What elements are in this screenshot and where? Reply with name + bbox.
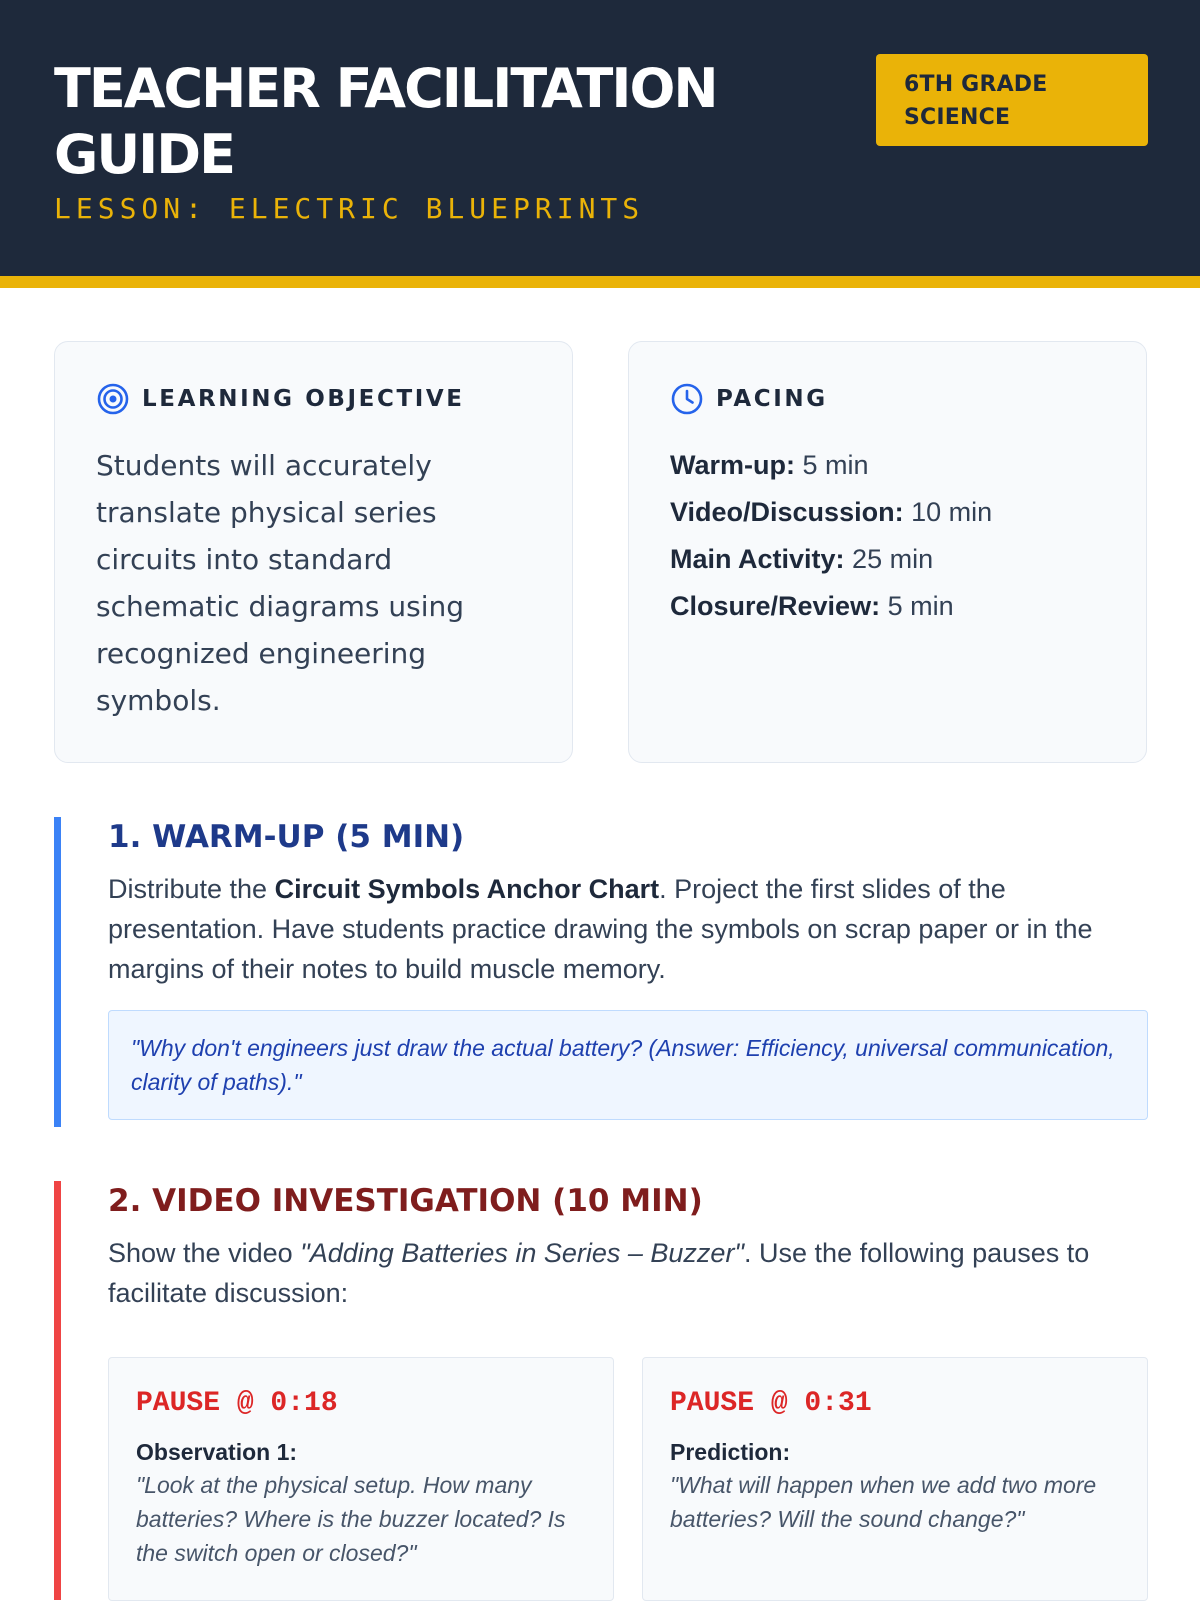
video-text-start: Show the video (108, 1238, 301, 1268)
pacing-item (670, 583, 992, 630)
pause-timestamp: PAUSE @ 0:31 (670, 1388, 872, 1419)
pause-label: Observation 1: (136, 1439, 298, 1465)
pacing-item-time: 5 min (802, 450, 869, 480)
pacing-label: PACING (716, 386, 828, 412)
anchor-chart-name: Circuit Symbols Anchor Chart (274, 874, 660, 904)
video-text (108, 1233, 1148, 1313)
pacing-card (628, 341, 1147, 763)
pacing-item-name: Video/Discussion: (670, 497, 904, 527)
pacing-item-time: 10 min (911, 497, 993, 527)
pacing-item-name: Closure/Review: (670, 591, 881, 621)
objective-card (54, 341, 573, 763)
pacing-item-name: Warm-up: (670, 450, 795, 480)
pause-card (642, 1357, 1148, 1601)
pacing-item (670, 536, 992, 583)
video-name: "Adding Batteries in Series – Buzzer" (300, 1238, 745, 1268)
target-icon (96, 382, 130, 416)
objective-text: Students will accurately translate physical series circuits into standard schematic diagrams using recognized engineering symbols. (96, 449, 464, 717)
video-section (54, 1181, 1148, 1600)
warmup-title: 1. WARM-UP (5 MIN) (108, 819, 465, 855)
warmup-text-start: Distribute the (108, 874, 275, 904)
clock-icon (670, 382, 704, 416)
pause-timestamp: PAUSE @ 0:18 (136, 1388, 338, 1419)
warmup-section (54, 817, 1148, 1127)
video-title: 2. VIDEO INVESTIGATION (10 MIN) (108, 1183, 703, 1219)
pacing-item (670, 489, 992, 536)
pause-question: "What will happen when we add two more batteries? Will the sound change?" (670, 1472, 1097, 1532)
pacing-item-time: 25 min (852, 544, 934, 574)
objective-label: LEARNING OBJECTIVE (142, 386, 465, 412)
objective-header (96, 382, 465, 416)
pacing-header (670, 382, 828, 416)
pause-label: Prediction: (670, 1439, 791, 1465)
pacing-item-name: Main Activity: (670, 544, 845, 574)
pacing-item-time: 5 min (887, 591, 954, 621)
page-header (0, 0, 1200, 288)
grade-badge: 6TH GRADE SCIENCE (876, 54, 1148, 146)
pacing-list (670, 442, 992, 630)
warmup-text (108, 869, 1148, 989)
pause-question: "Look at the physical setup. How many batteries? Where is the buzzer located? Is the switch open or closed?" (136, 1472, 566, 1566)
lesson-subtitle: LESSON: ELECTRIC BLUEPRINTS (54, 192, 645, 225)
pause-card (108, 1357, 614, 1601)
page-title: TEACHER FACILITATION GUIDE (54, 57, 717, 186)
video-text-end: . Use the following pauses to facilitate discussion: (108, 1238, 1090, 1308)
warmup-question-callout: "Why don't engineers just draw the actual battery? (Answer: Efficiency, universal communication, clarity of paths)." (108, 1010, 1148, 1120)
pacing-item (670, 442, 992, 489)
warmup-text-end: . Project the first slides of the presentation. Have students practice drawing the symbols on scrap paper or in the margins of their notes to build muscle memory. (108, 874, 1093, 984)
pause-cards (108, 1357, 1148, 1601)
